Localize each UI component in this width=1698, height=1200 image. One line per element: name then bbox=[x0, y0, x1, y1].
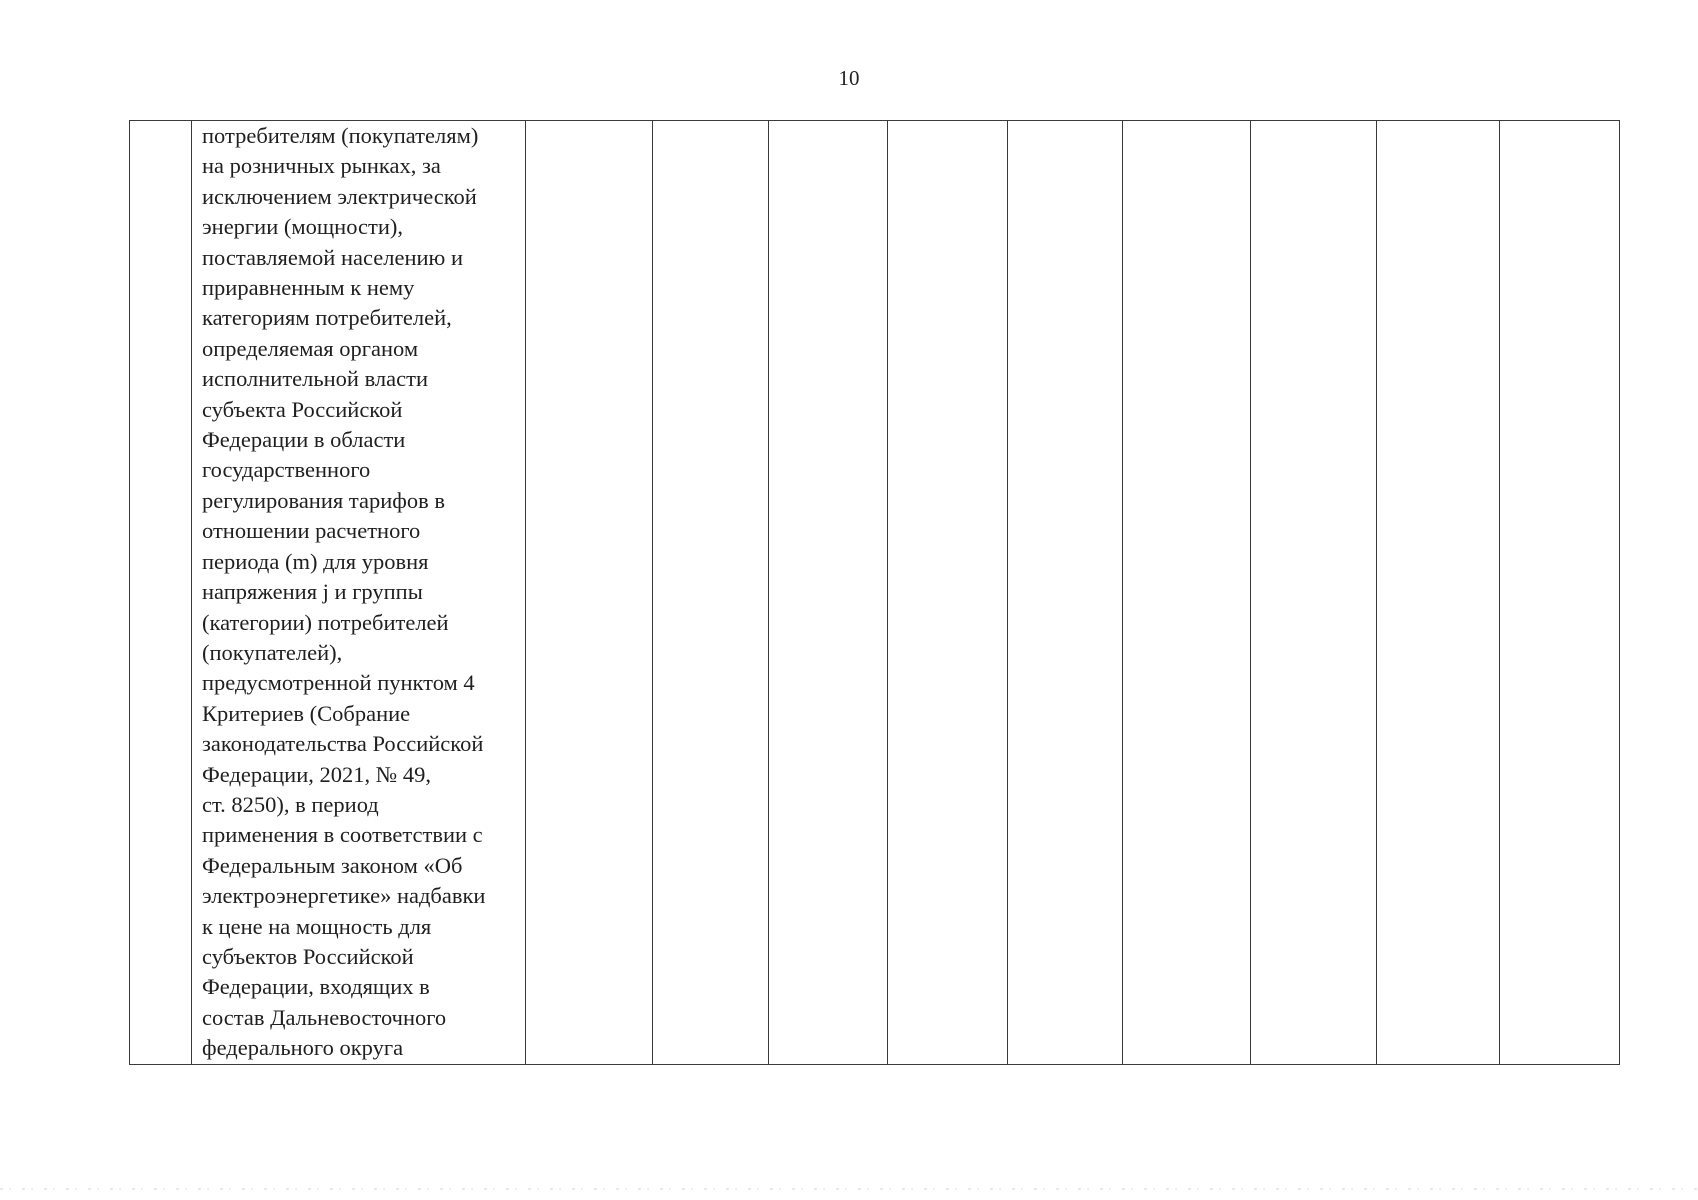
description-line: состав Дальневосточного bbox=[202, 1004, 447, 1030]
description-line: определяемая органом bbox=[202, 335, 419, 361]
value-cell bbox=[1377, 121, 1500, 1065]
data-table bbox=[129, 120, 1620, 1065]
description-line: поставляемой населению и bbox=[202, 244, 464, 270]
description-line: энергии (мощности), bbox=[202, 214, 404, 240]
description-line: субъектов Российской bbox=[202, 943, 414, 969]
description-line: ст. 8250), в период bbox=[202, 791, 379, 817]
description-line: исключением электрической bbox=[202, 183, 477, 209]
description-line: Федерации, 2021, № 49, bbox=[202, 761, 431, 787]
page-number: 10 bbox=[838, 66, 860, 90]
description-line: потребителям (покупателям) bbox=[202, 123, 479, 148]
row-number-cell bbox=[130, 121, 192, 1065]
description-line: государственного bbox=[202, 457, 371, 483]
description-line: субъекта Российской bbox=[202, 396, 403, 422]
value-cell bbox=[1008, 121, 1123, 1065]
description-line: Федерации, входящих в bbox=[202, 974, 430, 1000]
value-cell bbox=[769, 121, 888, 1065]
description-line: приравненным к нему bbox=[202, 275, 415, 301]
description-line: Федерации в области bbox=[202, 427, 406, 453]
description-line: предусмотренной пунктом 4 bbox=[202, 670, 475, 696]
description-line: периода (m) для уровня bbox=[202, 548, 429, 574]
table-row bbox=[130, 121, 1620, 1065]
description-line: регулирования тарифов в bbox=[202, 487, 445, 513]
value-cell bbox=[1500, 121, 1620, 1065]
description-line: применения в соответствии с bbox=[202, 822, 483, 848]
description-line: (категории) потребителей bbox=[202, 609, 449, 635]
indicator-description-cell bbox=[192, 121, 526, 1065]
description-line: (покупателей), bbox=[202, 639, 343, 665]
value-cell bbox=[653, 121, 769, 1065]
scan-artifact-line bbox=[0, 1188, 1698, 1190]
value-cell bbox=[888, 121, 1008, 1065]
description-line: законодательства Российской bbox=[202, 731, 484, 757]
value-cell bbox=[526, 121, 653, 1065]
value-cell bbox=[1251, 121, 1377, 1065]
description-line: электроэнергетике» надбавки bbox=[202, 883, 486, 909]
description-line: категориям потребителей, bbox=[202, 305, 452, 331]
description-line: федерального округа bbox=[202, 1035, 404, 1061]
description-line: к цене на мощность для bbox=[202, 913, 432, 939]
description-line: Федеральным законом «Об bbox=[202, 852, 463, 878]
description-line: отношении расчетного bbox=[202, 518, 421, 544]
value-cell bbox=[1123, 121, 1251, 1065]
description-line: напряжения j и группы bbox=[202, 579, 423, 605]
description-line: на розничных рынках, за bbox=[202, 153, 441, 179]
description-line: Критериев (Собрание bbox=[202, 700, 411, 726]
description-line: исполнительной власти bbox=[202, 366, 428, 392]
